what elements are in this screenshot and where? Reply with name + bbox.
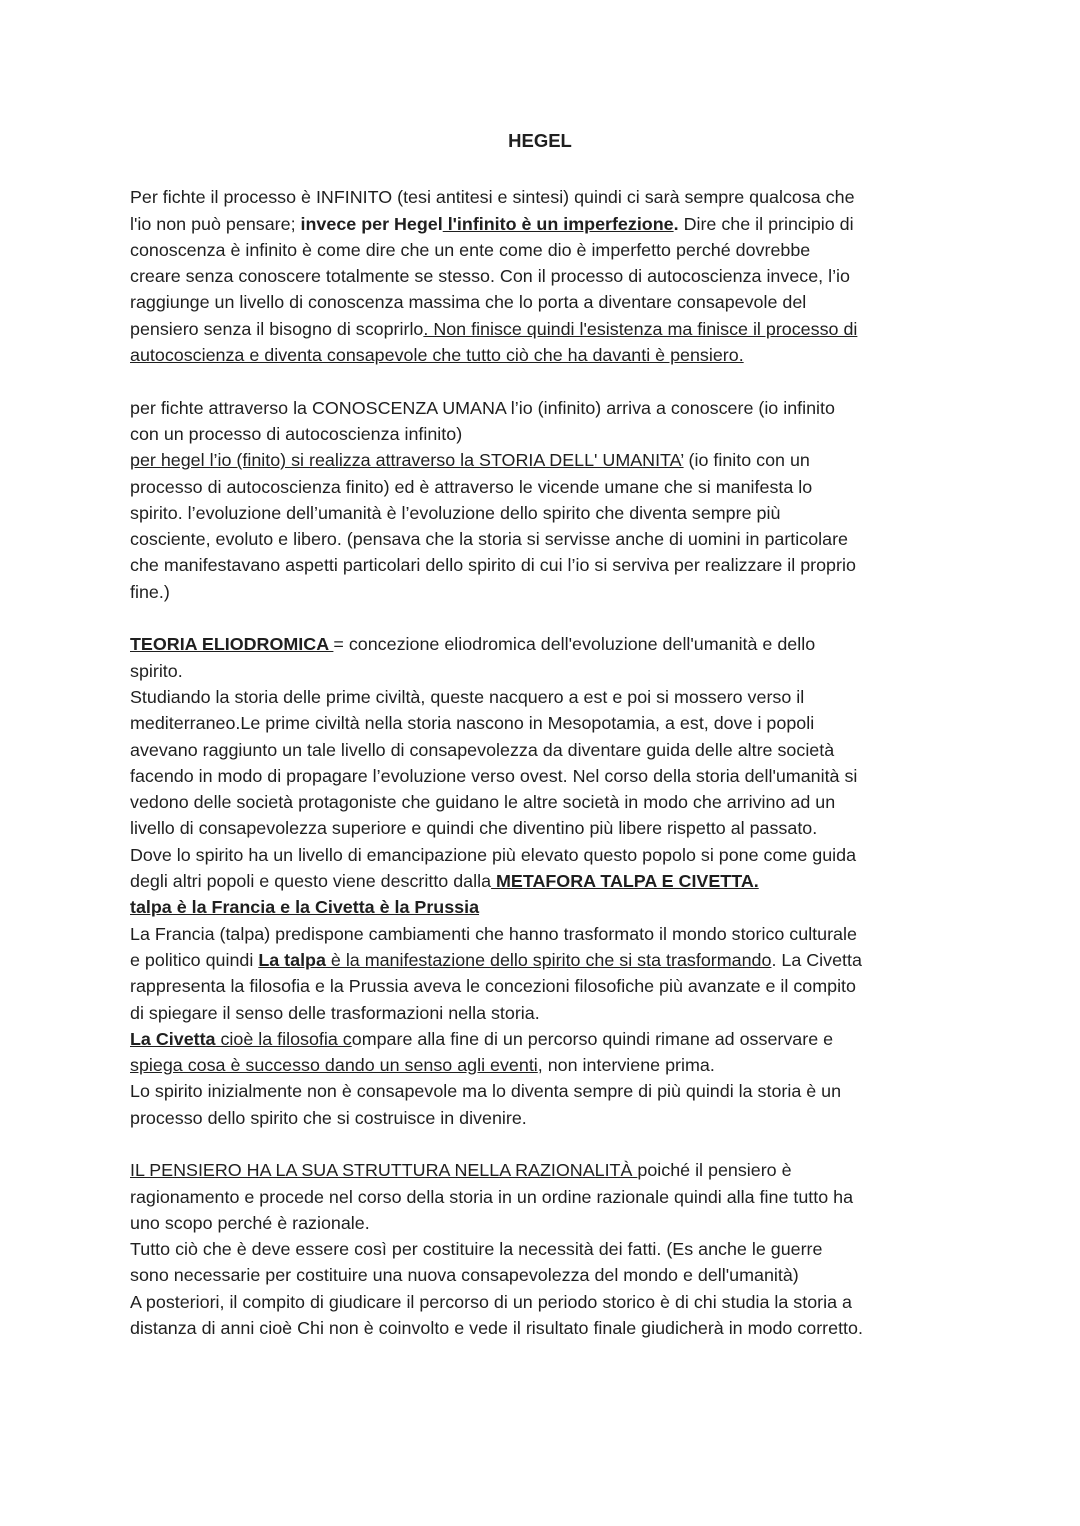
text-run: fine.) [130,581,170,602]
emphasized-text: autocoscienza e diventa consapevole che tutto ciò che ha davanti è pensiero. [130,345,744,366]
text-run: degli altri popoli e questo viene descritto dalla [130,871,492,892]
document-page [130,128,960,1368]
emphasized-text: spiega cosa è successo dando un senso agli eventi [130,1055,538,1076]
text-run: ragionamento e procede nel corso della storia in un ordine razionale quindi alla fine tutto ha [130,1186,854,1207]
text-line [130,710,960,736]
text-run: , non interviene prima. [537,1055,715,1076]
text-run: (io finito con un [683,450,810,471]
text-run: Dire che il principio di [678,213,854,234]
text-line [130,631,960,657]
text-line [130,211,960,237]
text-line [130,789,960,815]
text-line [130,815,960,841]
text-line [130,1262,960,1288]
text-line [130,395,960,421]
emphasized-text: talpa è la Francia e la Civetta è la Prussia [130,897,480,918]
text-line [130,921,960,947]
text-run: uno scopo perché è razionale. [130,1212,370,1233]
text-run: Dove lo spirito ha un livello di emancipazione più elevato questo popolo si pone come guida [130,844,857,865]
text-run: poiché il pensiero è [637,1160,792,1181]
emphasized-text: . [673,213,679,234]
text-line [130,894,960,920]
text-line [130,1000,960,1026]
text-line [130,868,960,894]
text-line [130,1315,960,1341]
text-line [130,184,960,210]
paragraph [130,395,960,605]
text-run: avevano raggiunto un tale livello di consapevolezza da diventare guida delle altre società [130,739,835,760]
emphasized-text: è la manifestazione dello spirito che si sta trasformando [325,949,772,970]
text-run: livello di consapevolezza superiore e quindi che diventino più libere rispetto al passato. [130,818,818,839]
emphasized-text: La Civetta [130,1028,216,1049]
text-run: mediterraneo.Le prime civiltà nella storia nascono in Mesopotamia, a est, dove i popoli [130,713,815,734]
text-run: sono necessarie per costituire una nuova consapevolezza del mondo e dell'umanità) [130,1265,799,1286]
paragraph [130,631,960,1131]
text-run: cosciente, evoluto e libero. (pensava che la storia si servisse anche di uomini in particolare [130,529,848,550]
text-line [130,263,960,289]
text-line [130,947,960,973]
text-line [130,316,960,342]
text-line [130,579,960,605]
text-line [130,447,960,473]
text-run: per fichte attraverso la CONOSCENZA UMANA l’io (infinito) arriva a conoscere (io infinito [130,397,835,418]
page-title: HEGEL [508,130,572,151]
emphasized-text: METAFORA TALPA E CIVETTA. [491,871,759,892]
text-line [130,1052,960,1078]
text-run: che manifestavano aspetti particolari dello spirito di cui l’io si serviva per realizzare il proprio [130,555,856,576]
text-run: creare senza conoscere totalmente se stesso. Con il processo di autocoscienza invece, l’io [130,266,850,287]
text-line [130,1078,960,1104]
text-run: facendo in modo di propagare l’evoluzione verso ovest. Nel corso della storia dell'umanità si [130,765,858,786]
text-run: di spiegare il senso delle trasformazioni nella storia. [130,1002,540,1023]
text-line [130,1157,960,1183]
text-line [130,973,960,999]
text-line [130,421,960,447]
text-line [130,1236,960,1262]
text-run: Per fichte il processo è INFINITO (tesi antitesi e sintesi) quindi ci sarà sempre qualcosa che [130,187,855,208]
text-line [130,342,960,368]
text-line [130,289,960,315]
text-run: ompare alla fine di un percorso quindi rimane ad osservare e [351,1028,834,1049]
text-line [130,658,960,684]
text-line [130,237,960,263]
text-line [130,526,960,552]
text-line [130,1289,960,1315]
text-run: Lo spirito inizialmente non è consapevole ma lo diventa sempre di più quindi la storia è un [130,1081,842,1102]
text-run: La Francia (talpa) predispone cambiamenti che hanno trasformato il mondo storico culturale [130,923,857,944]
paragraph [130,1157,960,1341]
text-run: spirito. [130,660,183,681]
text-run: spirito. l’evoluzione dell’umanità è l’evoluzione dello spirito che diventa sempre più [130,502,781,523]
text-line [130,737,960,763]
text-run: con un processo di autocoscienza infinito) [130,423,463,444]
emphasized-text: . Non finisce quindi l'esistenza ma finisce il processo di [423,318,858,339]
document-body [130,184,960,1341]
text-run: raggiunge un livello di conoscenza massima che lo porta a diventare consapevole del [130,292,807,313]
text-run: processo di autocoscienza finito) ed è attraverso le vicende umane che si manifesta lo [130,476,813,497]
paragraph [130,184,960,368]
text-run: distanza di anni cioè Chi non è coinvolto e vede il risultato finale giudicherà in modo corretto. [130,1318,863,1339]
text-run: Tutto ciò che è deve essere così per costituire la necessità dei fatti. (Es anche le guerre [130,1239,823,1260]
text-run: processo dello spirito che si costruisce in divenire. [130,1107,527,1128]
text-line [130,500,960,526]
emphasized-text: La talpa [258,949,326,970]
emphasized-text: cioè la filosofia c [215,1028,352,1049]
text-line [130,763,960,789]
emphasized-text: invece per Hegel [300,213,443,234]
text-run: rappresenta la filosofia e la Prussia aveva le concezioni filosofiche più avanzate e il compito [130,976,856,997]
text-run: = concezione eliodromica dell'evoluzione dell'umanità e dello [333,634,816,655]
emphasized-text: l'infinito è un imperfezione [442,213,674,234]
text-line [130,1210,960,1236]
text-line [130,842,960,868]
text-line [130,1105,960,1131]
text-line [130,1026,960,1052]
text-line [130,684,960,710]
text-run: . La Civetta [771,949,862,970]
text-line [130,1184,960,1210]
text-run: l'io non può pensare; [130,213,301,234]
emphasized-text: TEORIA ELIODROMICA [130,634,334,655]
text-run: A posteriori, il compito di giudicare il percorso di un periodo storico è di chi studia la storia a [130,1291,852,1312]
text-run: conoscenza è infinito è come dire che un ente come dio è imperfetto perché dovrebbe [130,239,811,260]
emphasized-text: IL PENSIERO HA LA SUA STRUTTURA NELLA RAZIONALITÀ [130,1160,638,1181]
text-run: vedono delle società protagoniste che guidano le altre società in modo che arrivino ad un [130,792,836,813]
text-run: Studiando la storia delle prime civiltà, queste nacquero a est e poi si mossero verso il [130,686,805,707]
text-run: pensiero senza il bisogno di scoprirlo [130,318,424,339]
text-run: e politico quindi [130,949,259,970]
emphasized-text: per hegel l’io (finito) si realizza attraverso la STORIA DELL' UMANITA’ [130,450,684,471]
text-line [130,474,960,500]
text-line [130,552,960,578]
